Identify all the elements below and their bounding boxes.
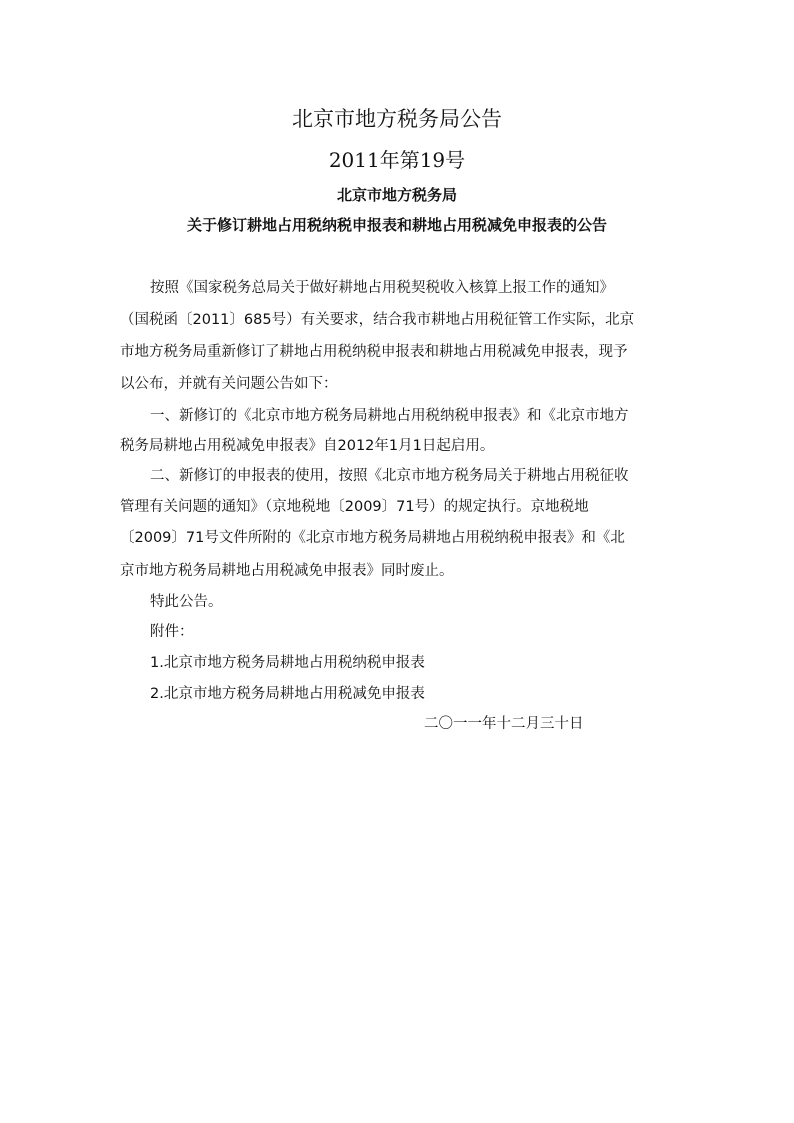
announcement-title: 北京市地方税务局公告 (292, 107, 502, 131)
announcement-subtitle: 关于修订耕地占用税纳税申报表和耕地占用税减免申报表的公告 (186, 216, 607, 234)
paragraph-1-line-2: （国税函〔2011〕685号）有关要求，结合我市耕地占用税征管工作实际，北京 (120, 312, 635, 328)
attachment-item-2: 2.北京市地方税务局耕地占用税减免申报表 (150, 686, 425, 702)
attachments-label: 附件： (150, 624, 194, 640)
item-2-line-1: 二、新修订的申报表的使用，按照《北京市地方税务局关于耕地占用税征收 (150, 468, 629, 484)
closing-statement: 特此公告。 (150, 594, 223, 610)
issue-date: 二〇一一年十二月三十日 (424, 716, 584, 732)
paragraph-1-line-3: 市地方税务局重新修订了耕地占用税纳税申报表和耕地占用税减免申报表，现予 (120, 344, 628, 360)
announcement-number: 2011年第19号 (328, 148, 466, 172)
item-1-line-2: 税务局耕地占用税减免申报表》自2012年1月1日起启用。 (120, 438, 495, 454)
issuing-organization: 北京市地方税务局 (336, 186, 457, 204)
item-2-line-3: 〔2009〕71号文件所附的《北京市地方税务局耕地占用税纳税申报表》和《北 (120, 530, 625, 546)
item-1-line-1: 一、新修订的《北京市地方税务局耕地占用税纳税申报表》和《北京市地方 (150, 408, 629, 424)
paragraph-1-line-1: 按照《国家税务总局关于做好耕地占用税契税收入核算上报工作的通知》 (150, 280, 614, 296)
attachment-item-1: 1.北京市地方税务局耕地占用税纳税申报表 (150, 655, 425, 671)
paragraph-1-line-4: 以公布，并就有关问题公告如下： (120, 376, 338, 392)
item-2-line-4: 京市地方税务局耕地占用税减免申报表》同时废止。 (120, 563, 454, 579)
item-2-line-2: 管理有关问题的通知》（京地税地〔2009〕71号）的规定执行。京地税地 (120, 499, 589, 515)
